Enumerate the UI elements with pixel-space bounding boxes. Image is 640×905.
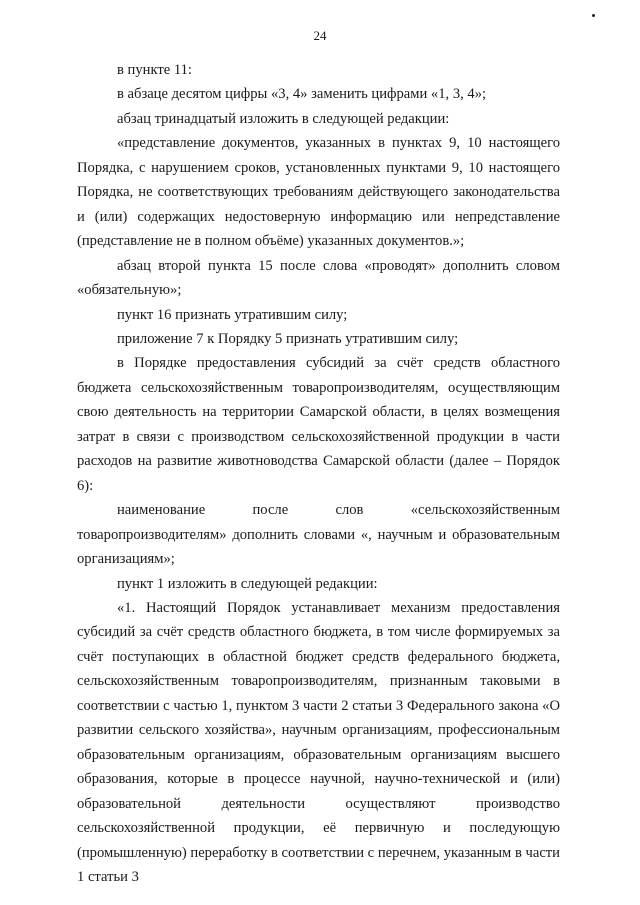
paragraph: абзац тринадцатый изложить в следующей редакции:	[117, 110, 450, 127]
document-body	[77, 58, 560, 889]
paragraph: в пункте 11:	[117, 62, 192, 78]
paragraph: пункт 1 изложить в следующей редакции:	[117, 575, 378, 592]
scan-artifact-dot	[592, 14, 595, 17]
paragraph: в Порядке предоставления субсидий за счёт средств областного бюджета сельскохозяйственным товаропроизводителям, осуществляющим свою деятельность на территории Самарской области, в целях возмещения затрат в связи с производством сельскохозяйственной продукции в части расходов на развитие животноводства Самарской области (далее – Порядок 6):	[77, 355, 560, 494]
paragraph: наименование после слов «сельскохозяйственным товаропроизводителям» дополнить словами «, научным и образовательным организациям»;	[77, 502, 560, 568]
paragraph: «1. Настоящий Порядок устанавливает механизм предоставления субсидий за счёт средств областного бюджета, в том числе формируемых за счёт поступающих в областной бюджет средств федерального бюджета, сельскохозяйственным товаропроизводителям, признанным таковыми в соответствии с частью 1, пунктом 3 части 2 статьи 3 Федерального закона «О развитии сельского хозяйства», научным организациям, профессиональным образовательным организациям, образовательным организациям высшего образования, которые в процессе научной, научно-технической и (или) образовательной деятельности осуществляют производство сельскохозяйственной продукции, её первичную и последующую (промышленную) переработку в соответствии с перечнем, указанным в части 1 статьи 3	[77, 599, 560, 885]
paragraph: «представление документов, указанных в пунктах 9, 10 настоящего Порядка, с нарушением сроков, установленных пунктами 9, 10 настоящего Порядка, не соответствующих требованиям действующего законодательства и (или) содержащих недостоверную информацию или непредставление (представление не в полном объёме) указанных документов.»;	[77, 135, 560, 250]
paragraph: приложение 7 к Порядку 5 признать утратившим силу;	[117, 330, 459, 347]
paragraph: пункт 16 признать утратившим силу;	[117, 306, 348, 323]
page-number: 24	[313, 28, 327, 43]
paragraph: абзац второй пункта 15 после слова «проводят» дополнить словом «обязательную»;	[77, 257, 560, 299]
paragraph: в абзаце десятом цифры «3, 4» заменить цифрами «1, 3, 4»;	[117, 86, 487, 103]
